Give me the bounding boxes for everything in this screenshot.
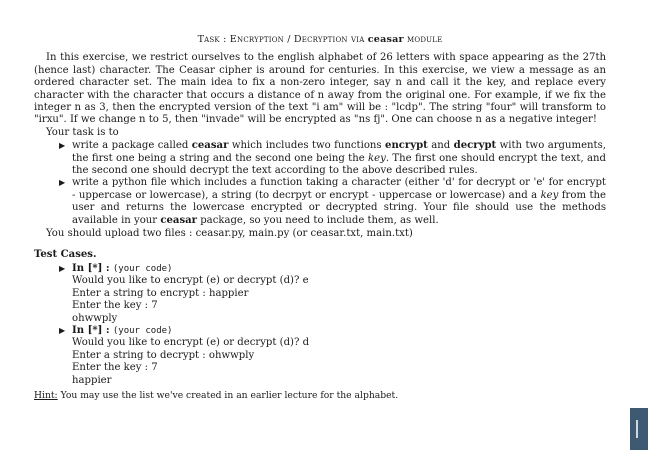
test-case-line: Enter the key : 7 (72, 362, 158, 374)
test-case-line: Enter a string to encrypt : happier (72, 287, 249, 299)
text-span: which includes two functions (228, 140, 386, 152)
page-title (34, 34, 606, 46)
test-case-line: Would you like to encrypt (e) or decrypt (d)? e (72, 275, 309, 287)
triangle-bullet-icon: ▶ (59, 325, 66, 335)
upload-instructions: You should upload two files : ceasar.py, main.py (or ceasar.txt, main.txt) (46, 228, 413, 240)
text-span: from the user and returns the lowercase encrypted or decrypted string. Your file should use the methods available in your (72, 189, 606, 226)
test-case-line: Would you like to encrypt (e) or decrypt (d)? d (72, 337, 310, 349)
hint-label: Hint: (34, 389, 58, 401)
bold-span: ceasar (160, 214, 197, 226)
triangle-bullet-icon: ▶ (59, 178, 66, 188)
test-case-line: happier (72, 374, 112, 386)
side-panel-tab[interactable] (630, 408, 648, 450)
test-case-line: ohwwply (72, 312, 118, 324)
test-case-line: Enter the key : 7 (72, 300, 158, 312)
test-case-decrypt (59, 324, 606, 387)
test-case-label: In [*] : (72, 324, 110, 336)
triangle-bullet-icon: ▶ (59, 141, 66, 151)
title-module-name: ceasar (367, 34, 404, 45)
task-item-python-file (59, 177, 606, 227)
test-case-code: (your code) (112, 263, 173, 274)
task-list (34, 140, 606, 227)
text-span: write a package called (72, 140, 192, 152)
task-intro: Your task is to (46, 126, 119, 138)
text-span: . The first one should encrypt the text, and the second one should decrypt the text according to the above described rules. (72, 152, 606, 177)
title-module-suffix: module (407, 34, 443, 45)
test-case-label: In [*] : (72, 262, 110, 274)
bold-span: encrypt (385, 140, 428, 152)
test-case-code: (your code) (112, 325, 173, 336)
text-span: and (427, 140, 454, 152)
document-page (34, 34, 606, 402)
test-case-list (34, 263, 606, 387)
task-item-package (59, 140, 606, 177)
panel-handle-icon (636, 420, 642, 438)
hint-line (34, 390, 606, 402)
test-case-encrypt (59, 262, 606, 325)
text-span: package, so you need to include them, as well. (197, 214, 439, 226)
hint-text: You may use the list we've created in an earlier lecture for the alphabet. (57, 389, 399, 401)
test-case-line: Enter a string to decrypt : ohwwply (72, 349, 255, 361)
text-span: with two arguments, the first one being a string and the second one being the (72, 140, 606, 164)
intro-paragraph: In this exercise, we restrict ourselves to the english alphabet of 26 letters with space appearing as the 27th (hence last) character. The Ceasar cipher is around for centuries. In this exercise, we view a message as an ordered character set. The main idea to fix a non-zero integer, say n and call it the key, and replace every character with the character that occurs a distance of n away from the original one. For example, if we fix the integer n as 3, then the encrypted version of the text "i am" will be : "lcdp". The string "four" will transform to "irxu". If we change n to 5, then "invade" will be encrypted as "ns fj". One can choose n as a negative integer! (34, 52, 606, 126)
title-task-label: Task : Encryption / Decryption via (197, 34, 365, 45)
text-span: write a python file which includes a function taking a character (either 'd' for decrypt or 'e' for encrypt - uppercase or lowercase), a string (to decrpyt or encrypt - uppercase or lowercase) and a (72, 177, 606, 201)
italic-span: key (368, 152, 386, 164)
italic-span: key (540, 189, 559, 201)
triangle-bullet-icon: ▶ (59, 263, 66, 273)
bold-span: ceasar (191, 140, 229, 152)
bold-span: decrypt (453, 140, 497, 152)
test-cases-heading: Test Cases. (34, 248, 97, 260)
